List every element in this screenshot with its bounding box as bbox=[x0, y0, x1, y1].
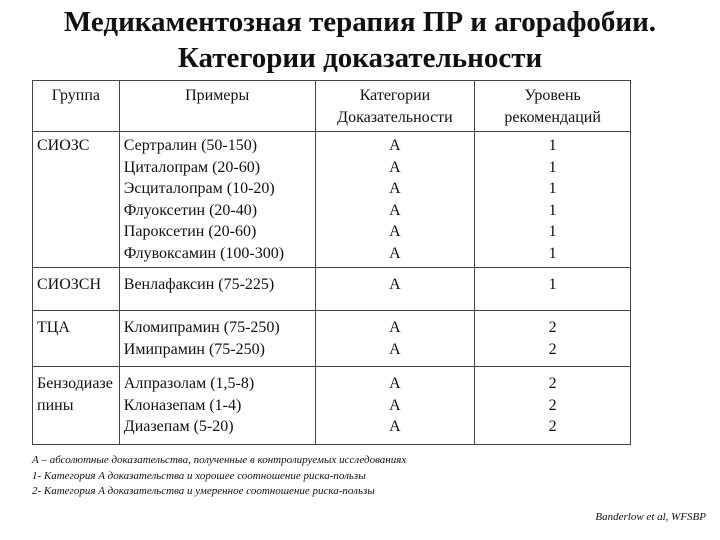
table-row bbox=[33, 367, 631, 445]
level-cell: 2 2 bbox=[475, 311, 631, 367]
footnote-a: А – абсолютные доказательства, полученные в контролируемых исследованиях bbox=[32, 454, 407, 466]
title-line-2: Категории доказательности bbox=[177, 42, 543, 74]
header-level: Уровень рекомендаций bbox=[475, 81, 631, 132]
level-cell: 2 2 2 bbox=[475, 367, 631, 445]
table-row bbox=[33, 132, 631, 268]
group-cell: Бензодиазепины bbox=[33, 367, 120, 445]
evidence-cell: А А А А А А bbox=[315, 132, 475, 268]
evidence-cell: А А А bbox=[315, 367, 475, 445]
evidence-table bbox=[32, 80, 631, 445]
drugs-cell: Кломипрамин (75-250) Имипрамин (75-250) bbox=[119, 311, 315, 367]
header-evidence: Категории Доказательности bbox=[315, 81, 475, 132]
footnote-1: 1- Категория А доказательства и хорошее соотношение риска-пользы bbox=[32, 469, 366, 482]
level-cell: 1 1 1 1 1 1 bbox=[475, 132, 631, 268]
drugs-cell: Алпразолам (1,5-8) Клоназепам (1-4) Диазепам (5-20) bbox=[119, 367, 315, 445]
table-row bbox=[33, 311, 631, 367]
table-row bbox=[33, 268, 631, 311]
header-examples: Примеры bbox=[119, 81, 315, 132]
evidence-cell: А А bbox=[315, 311, 475, 367]
drugs-cell: Венлафаксин (75-225) bbox=[119, 268, 315, 311]
group-cell: ТЦА bbox=[33, 311, 120, 367]
level-cell: 1 bbox=[475, 268, 631, 311]
page-title bbox=[0, 4, 720, 76]
evidence-cell: А bbox=[315, 268, 475, 311]
header-group: Группа bbox=[33, 81, 120, 132]
group-cell: СИОЗСН bbox=[33, 268, 120, 311]
footnote-2: 2- Категория А доказательства и умеренное соотношение риска-пользы bbox=[32, 485, 375, 497]
table-header-row bbox=[33, 81, 631, 132]
title-line-1: Медикаментозная терапия ПР и агорафобии. bbox=[63, 6, 657, 38]
source-citation: Banderlow et al, WFSBP bbox=[595, 511, 706, 523]
group-cell: СИОЗС bbox=[33, 132, 120, 268]
drugs-cell: Сертралин (50-150) Циталопрам (20-60) Эсциталопрам (10-20) Флуоксетин (20-40) Пароксетин (20-60) Флувоксамин (100-300) bbox=[119, 132, 315, 268]
footnotes bbox=[32, 453, 672, 500]
